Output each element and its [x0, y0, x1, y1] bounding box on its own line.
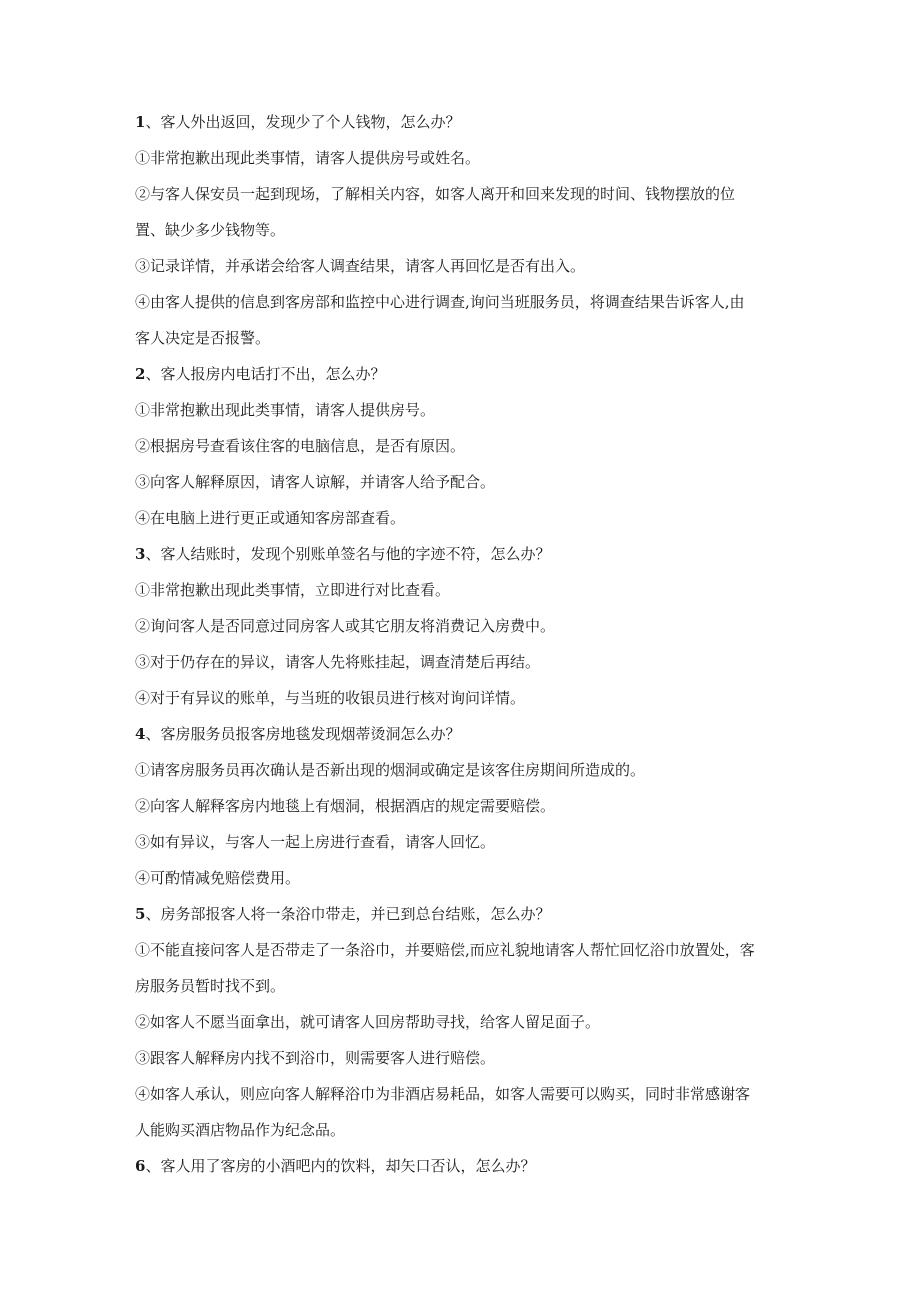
- answer-line: ①非常抱歉出现此类事情，立即进行对比查看。: [135, 581, 451, 599]
- answer-line: ②根据房号查看该住客的电脑信息，是否有原因。: [135, 437, 466, 455]
- question-heading: [135, 365, 785, 383]
- answer-line-continued: 客人决定是否报警。: [135, 329, 271, 347]
- answer-line: ②向客人解释客房内地毯上有烟洞，根据酒店的规定需要赔偿。: [135, 797, 556, 815]
- question-heading: [135, 725, 785, 743]
- answer-line: ③向客人解释原因，请客人谅解，并请客人给予配合。: [135, 473, 496, 491]
- document-body: [135, 113, 785, 1175]
- question-heading: [135, 905, 785, 923]
- answer-line: ①非常抱歉出现此类事情，请客人提供房号或姓名。: [135, 149, 481, 167]
- question-number: 4: [135, 725, 146, 743]
- question-number: 6: [135, 1157, 146, 1175]
- answer-line: ④可酌情减免赔偿费用。: [135, 869, 301, 887]
- answer-line: ①请客房服务员再次确认是否新出现的烟洞或确定是该客住房期间所造成的。: [135, 761, 646, 779]
- answer-line: ④对于有异议的账单，与当班的收银员进行核对询问详情。: [135, 689, 526, 707]
- question-number: 2: [135, 365, 146, 383]
- answer-line-continued: 置、缺少多少钱物等。: [135, 221, 286, 239]
- question-heading: [135, 1157, 785, 1175]
- question-title: 、客人报房内电话打不出，怎么办？: [145, 365, 386, 383]
- answer-line: ④如客人承认，则应向客人解释浴巾为非酒店易耗品，如客人需要可以购买，同时非常感谢客: [135, 1085, 751, 1103]
- question-title: 、客房服务员报客房地毯发现烟蒂烫洞怎么办？: [145, 725, 461, 743]
- answer-line: ①非常抱歉出现此类事情，请客人提供房号。: [135, 401, 436, 419]
- answer-line-continued: 房服务员暂时找不到。: [135, 977, 286, 995]
- question-number: 5: [135, 905, 146, 923]
- question-title: 、客人结账时，发现个别账单签名与他的字迹不符，怎么办？: [145, 545, 551, 563]
- question-heading: [135, 113, 785, 131]
- question-title: 、客人用了客房的小酒吧内的饮料，却矢口否认，怎么办？: [145, 1157, 536, 1175]
- question-heading: [135, 545, 785, 563]
- answer-line: ②如客人不愿当面拿出，就可请客人回房帮助寻找，给客人留足面子。: [135, 1013, 601, 1031]
- question-title: 、房务部报客人将一条浴巾带走，并已到总台结账，怎么办？: [145, 905, 551, 923]
- question-number: 3: [135, 545, 146, 563]
- answer-line: ③记录详情，并承诺会给客人调查结果，请客人再回忆是否有出入。: [135, 257, 586, 275]
- answer-line: ③如有异议，与客人一起上房进行查看，请客人回忆。: [135, 833, 496, 851]
- question-number: 1: [135, 113, 146, 131]
- answer-line: ④在电脑上进行更正或通知客房部查看。: [135, 509, 406, 527]
- answer-line: ③对于仍存在的异议，请客人先将账挂起，调查清楚后再结。: [135, 653, 541, 671]
- answer-line-continued: 人能购买酒店物品作为纪念品。: [135, 1121, 346, 1139]
- answer-line: ④由客人提供的信息到客房部和监控中心进行调查,询问当班服务员，将调查结果告诉客人,由: [135, 293, 745, 311]
- answer-line: ②询问客人是否同意过同房客人或其它朋友将消费记入房费中。: [135, 617, 556, 635]
- answer-line: ③跟客人解释房内找不到浴巾，则需要客人进行赔偿。: [135, 1049, 496, 1067]
- answer-line: ①不能直接问客人是否带走了一条浴巾，并要赔偿,而应礼貌地请客人帮忙回忆浴巾放置处，客: [135, 941, 755, 959]
- answer-line: ②与客人保安员一起到现场，了解相关内容，如客人离开和回来发现的时间、钱物摆放的位: [135, 185, 736, 203]
- question-title: 、客人外出返回，发现少了个人钱物，怎么办？: [145, 113, 461, 131]
